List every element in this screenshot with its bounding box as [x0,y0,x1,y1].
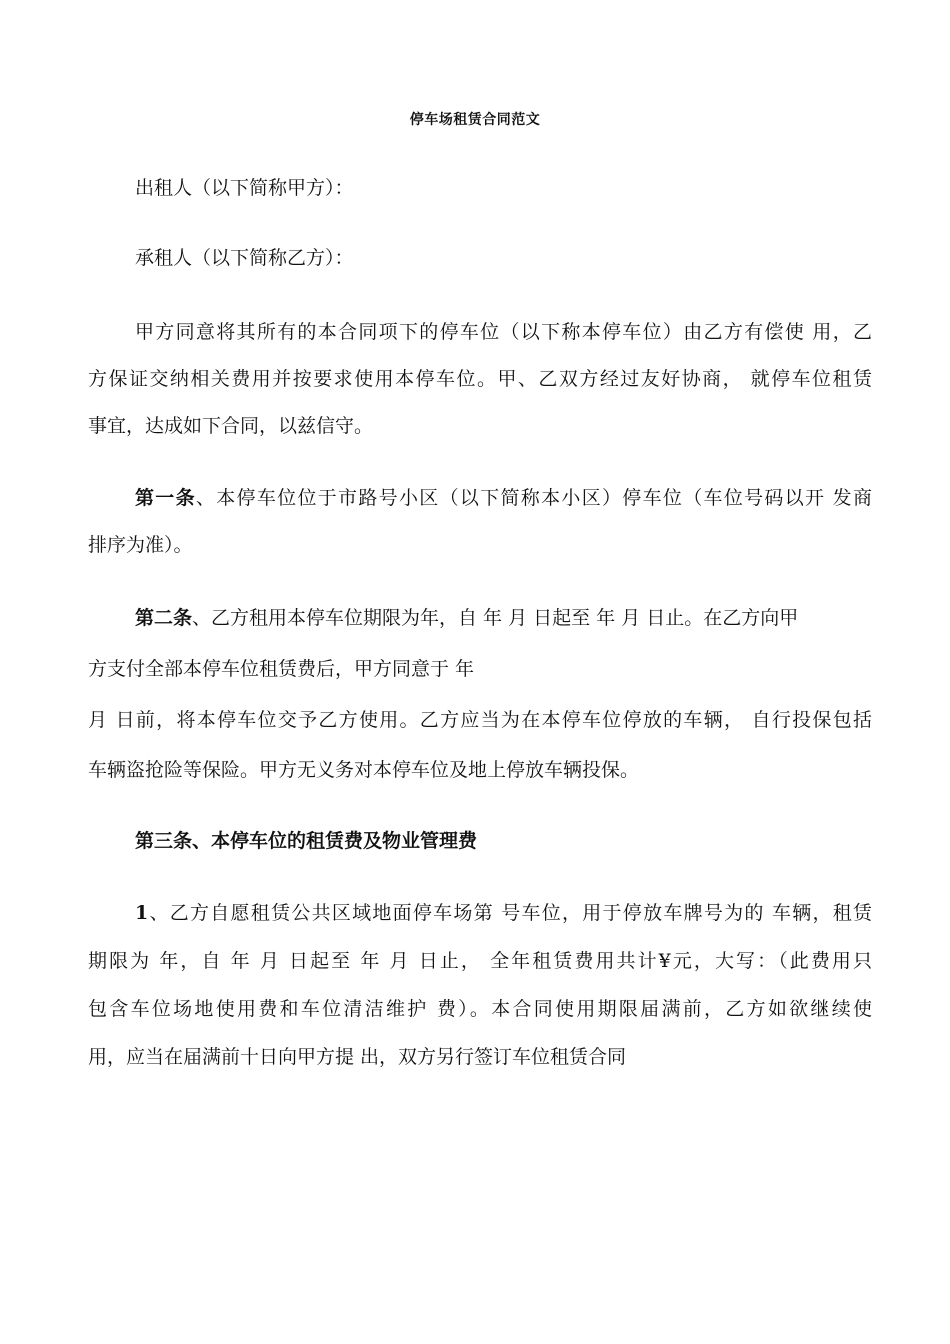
intro-line: 方保证交纳相关费用并按要求使用本停车位。甲、乙双方经过友好协商， 就停车位租赁 [88,368,872,390]
article-2-label: 第二条 [135,607,193,629]
lessee-line: 承租人（以下简称乙方）： [135,247,354,269]
intro-line: 事宜，达成如下合同，以兹信守。 [88,415,374,437]
clause-1-line: 包含车位场地使用费和车位清洁维护 费）。本合同使用期限届满前，乙方如欲继续使 [88,998,872,1020]
article-2-line [135,606,798,630]
clause-1-line: 期限为 年，自 年 月 日起至 年 月 日止， 全年租赁费用共计¥元，大写：（此费用只 [88,950,872,972]
lessor-line: 出租人（以下简称甲方）： [135,177,354,199]
article-2-text: 、乙方租用本停车位期限为年，自 年 月 日起至 年 月 日止。在乙方向甲 [192,607,799,629]
article-1-label: 第一条 [135,487,196,509]
article-1-line [135,486,872,510]
clause-1-line: 用，应当在届满前十日向甲方提 出，双方另行签订车位租赁合同 [88,1046,627,1068]
article-2-line: 方支付全部本停车位租赁费后，甲方同意于 年 [88,658,475,680]
clause-1-text: 、乙方自愿租赁公共区域地面停车场第 号车位，用于停放车牌号为的 车辆，租赁 [148,902,872,924]
article-2-line: 月 日前，将本停车位交予乙方使用。乙方应当为在本停车位停放的车辆， 自行投保包括 [88,709,872,731]
article-3-heading: 第三条、本停车位的租赁费及物业管理费 [135,830,478,852]
intro-line: 甲方同意将其所有的本合同项下的停车位（以下称本停车位）由乙方有偿使 用，乙 [135,321,872,343]
clause-1-number: 1 [135,902,149,924]
article-1-text: 、本停车位位于市路号小区（以下简称本小区）停车位（车位号码以开 发商 [195,487,872,509]
clause-1-line [135,901,872,925]
article-2-line: 车辆盗抢险等保险。甲方无义务对本停车位及地上停放车辆投保。 [88,759,640,781]
article-1-line: 排序为准）。 [88,534,193,556]
document-title: 停车场租赁合同范文 [409,112,541,128]
